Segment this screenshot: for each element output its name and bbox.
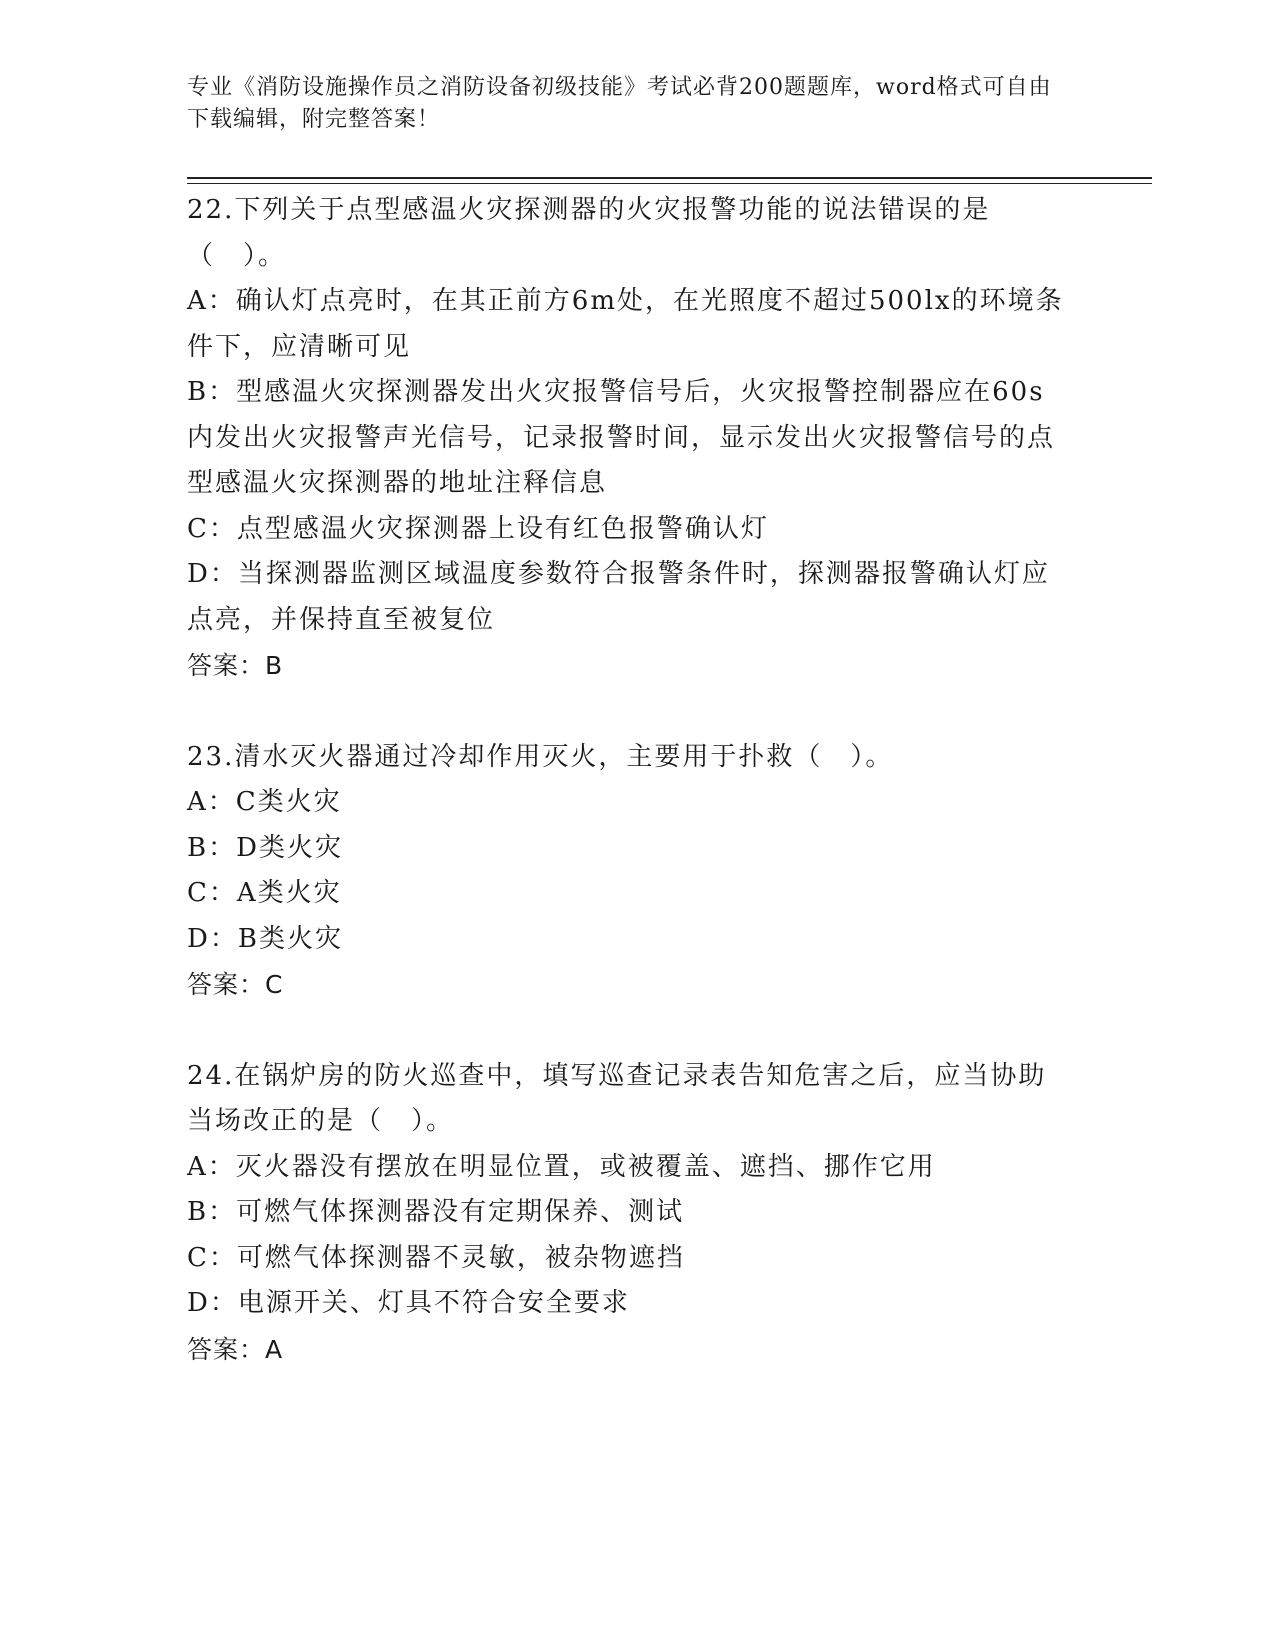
option-d: D：电源开关、灯具不符合安全要求: [187, 1288, 630, 1318]
option-b: B：型感温火灾探测器发出火灾报警信号后，火灾报警控制器应在60s内发出火灾报警声光信号，记录报警时间，显示发出火灾报警信号的点型感温火灾探测器的地址注释信息: [187, 377, 1056, 498]
option-a: A：C类火灾: [187, 787, 342, 817]
option-a: A：确认灯点亮时，在其正前方6m处，在光照度不超过500lx的环境条件下，应清晰可见: [187, 286, 1064, 362]
page-header: 专业《消防设施操作员之消防设备初级技能》考试必背200题题库，word格式可自由下载编辑，附完整答案！: [187, 75, 1052, 132]
option-b: B：D类火灾: [187, 832, 343, 863]
spacer: [187, 689, 1067, 735]
answer-label: 答案：A: [187, 1334, 284, 1364]
question-stem: 24.在锅炉房的防火巡查中，填写巡查记录表告知危害之后，应当协助当场改正的是（ ）。: [187, 1060, 1047, 1136]
question-22: [187, 188, 1067, 689]
option-d: D：B类火灾: [187, 923, 343, 954]
option-b: B：可燃气体探测器没有定期保养、测试: [187, 1197, 685, 1227]
header-divider-thick: [187, 177, 1152, 179]
question-stem: 22.下列关于点型感温火灾探测器的火灾报警功能的说法错误的是（ ）。: [187, 195, 991, 271]
header-divider-thin: [187, 183, 1152, 184]
option-c: C：A类火灾: [187, 878, 342, 908]
spacer: [187, 1008, 1067, 1054]
answer-label: 答案：C: [187, 970, 284, 999]
option-c: C：可燃气体探测器不灵敏，被杂物遮挡: [187, 1242, 685, 1273]
option-a: A：灭火器没有摆放在明显位置，或被覆盖、遮挡、挪作它用: [187, 1151, 936, 1182]
answer-label: 答案：B: [187, 651, 284, 680]
option-c: C：点型感温火灾探测器上设有红色报警确认灯: [187, 513, 769, 544]
option-d: D：当探测器监测区域温度参数符合报警条件时，探测器报警确认灯应点亮，并保持直至被复位: [187, 559, 1050, 635]
question-23: [187, 735, 1067, 1008]
question-24: [187, 1054, 1067, 1373]
question-list: [187, 188, 1067, 1372]
question-stem: 23.清水灭火器通过冷却作用灭火，主要用于扑救（ ）。: [187, 741, 894, 772]
